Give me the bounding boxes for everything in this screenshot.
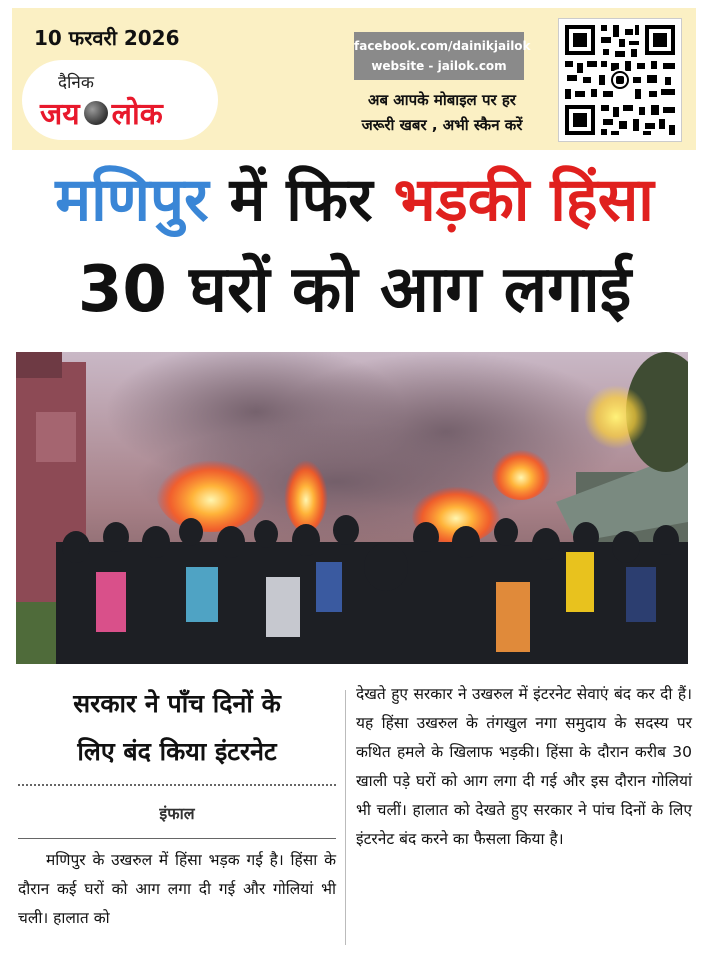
tagline-line-2: जरूरी खबर , अभी स्कैन करें: [361, 116, 523, 134]
masthead-header: [12, 8, 696, 150]
scan-tagline: [342, 88, 542, 138]
headline-connector: में फिर: [229, 165, 373, 235]
headline-line-2: 30 घरों को आग लगाई: [77, 253, 632, 327]
globe-icon: [84, 101, 108, 125]
tagline-line-1: अब आपके मोबाइल पर हर: [368, 91, 516, 109]
subhead-line-2: लिए बंद किया इंटरनेट: [77, 737, 277, 766]
qr-code-graphic: [559, 19, 681, 141]
logo-word-1: जय: [40, 97, 80, 132]
qr-code-icon[interactable]: [558, 18, 682, 142]
logo-word-2: लोक: [111, 97, 163, 132]
column-divider: [345, 690, 346, 945]
issue-date: 10 फरवरी 2026: [34, 26, 180, 50]
facebook-link[interactable]: facebook.com/dainikjailok: [354, 39, 531, 53]
newspaper-logo: [22, 60, 218, 140]
article-column-1: मणिपुर के उखरुल में हिंसा भड़क गई है। हिंसा के दौरान कई घरों को आग लगा दी गई और गोलियां भी चली। हालात को: [18, 851, 336, 927]
burning-houses-crowd-photo: [16, 352, 688, 664]
dateline-divider: [18, 838, 336, 839]
logo-wordmark: [40, 92, 163, 133]
dotted-divider: [18, 784, 336, 786]
article-dateline: इंफाल: [159, 804, 195, 823]
article-column-2: देखते हुए सरकार ने उखरुल में इंटरनेट सेवाएं बंद कर दी हैं। यह हिंसा उखरुल के तंगखुल नगा समुदाय के सदस्य पर कथित हमले के खिलाफ भड़की। हिंसा के दौरान करीब 30 खाली पड़े घरों को आग लगा दी गई और इस दौरान गोलियां भी चलीं। हालात को देखते हुए सरकार ने पांच दिनों के लिए इंटरनेट बंद करने का फैसला किया है।: [356, 685, 692, 848]
headline-place: मणिपुर: [55, 165, 209, 235]
social-links-box: [354, 32, 531, 80]
logo-small-text: दैनिक: [58, 73, 94, 93]
headline-line-1: [0, 162, 709, 238]
website-link[interactable]: website - jailok.com: [371, 59, 507, 73]
article-subheadline: [18, 680, 336, 776]
subhead-line-1: सरकार ने पाँच दिनों के: [73, 689, 281, 718]
headline-violence: भड़की हिंसा: [393, 165, 654, 235]
news-photo-graphic: [16, 352, 688, 664]
